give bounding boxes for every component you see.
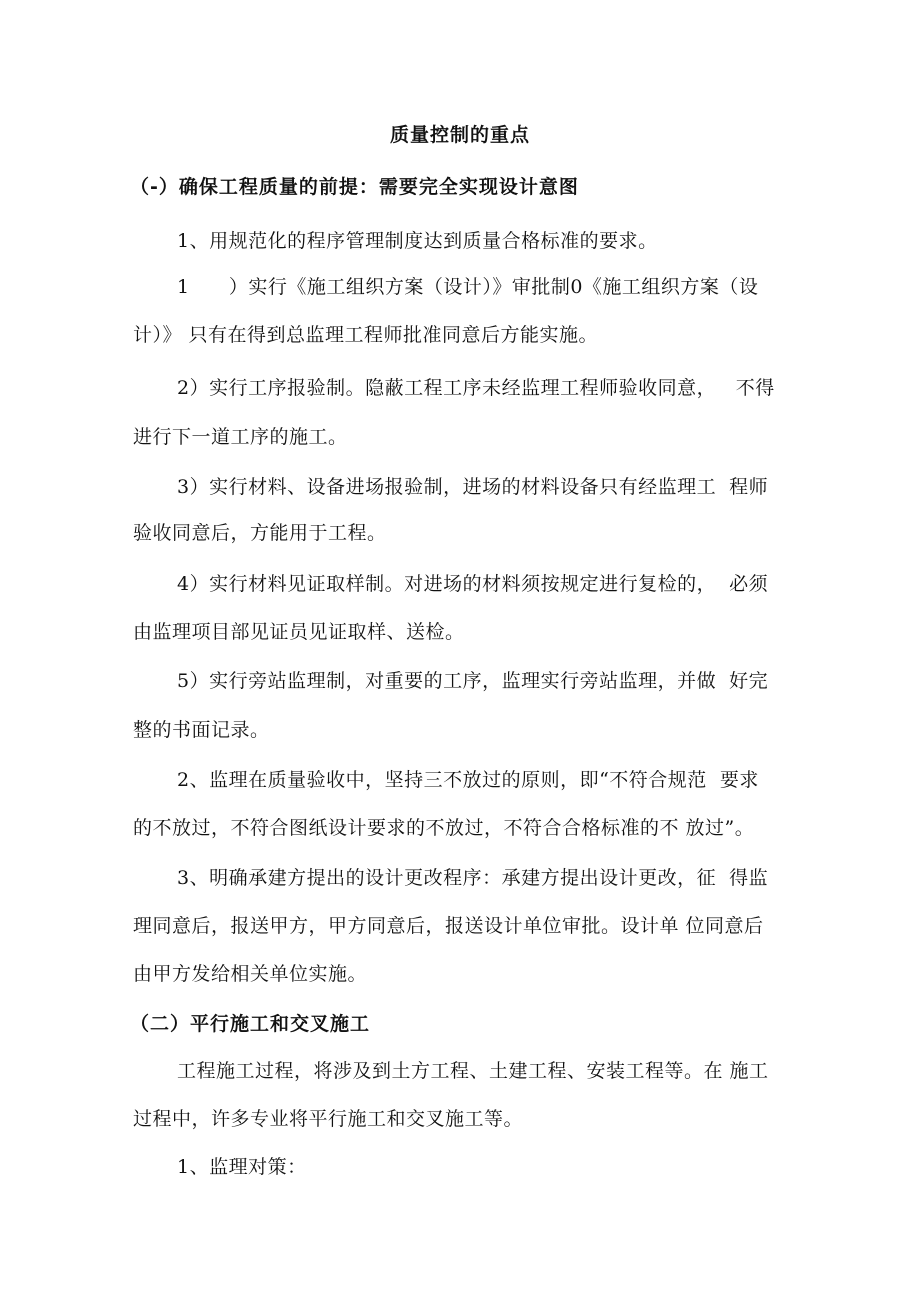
item-2-line-2: 进行下一道工序的施工。 xyxy=(133,426,348,448)
paragraph-5: 1、监理对策： xyxy=(177,1156,307,1178)
item-1-line-2: 计）》 只有在得到总监理工程师批准同意后方能实施。 xyxy=(133,324,599,346)
item-1-line-1: 1 ）实行《施工组织方案（设计）》审批制0《施工组织方案（设 xyxy=(177,276,759,298)
paragraph-2-line-1: 2、监理在质量验收中，坚持三不放过的原则，即“不符合规范 要求 xyxy=(177,769,759,791)
section-heading-1: （-）确保工程质量的前提：需要完全实现设计意图 xyxy=(130,176,579,198)
item-4-line-1: 4）实行材料见证取样制。对进场的材料须按规定进行复检的， 必须 xyxy=(177,573,769,595)
page-title: 质量控制的重点 xyxy=(389,124,530,146)
paragraph-1: 1、用规范化的程序管理制度达到质量合格标准的要求。 xyxy=(177,230,658,252)
paragraph-4-line-1: 工程施工过程，将涉及到土方工程、土建工程、安装工程等。在 施工 xyxy=(177,1060,769,1082)
paragraph-4-line-2: 过程中，许多专业将平行施工和交叉施工等。 xyxy=(133,1108,524,1130)
section-heading-2: （二）平行施工和交叉施工 xyxy=(130,1013,371,1035)
paragraph-3-line-1: 3、明确承建方提出的设计更改程序：承建方提出设计更改，征 得监 xyxy=(177,867,769,889)
paragraph-3-line-3: 由甲方发给相关单位实施。 xyxy=(133,963,368,985)
item-4-line-2: 由监理项目部见证员见证取样、送检。 xyxy=(133,621,465,643)
item-5-line-2: 整的书面记录。 xyxy=(133,719,270,741)
item-5-line-1: 5）实行旁站监理制，对重要的工序，监理实行旁站监理，并做 好完 xyxy=(177,670,769,692)
item-3-line-1: 3）实行材料、设备进场报验制，进场的材料设备只有经监理工 程师 xyxy=(177,476,769,498)
item-3-line-2: 验收同意后，方能用于工程。 xyxy=(133,522,387,544)
paragraph-3-line-2: 理同意后，报送甲方，甲方同意后，报送设计单位审批。设计单 位同意后 xyxy=(133,915,764,937)
item-2-line-1: 2）实行工序报验制。隐蔽工程工序未经监理工程师验收同意， 不得 xyxy=(177,377,775,399)
paragraph-2-line-2: 的不放过，不符合图纸设计要求的不放过，不符合合格标准的不 放过”。 xyxy=(133,817,755,839)
